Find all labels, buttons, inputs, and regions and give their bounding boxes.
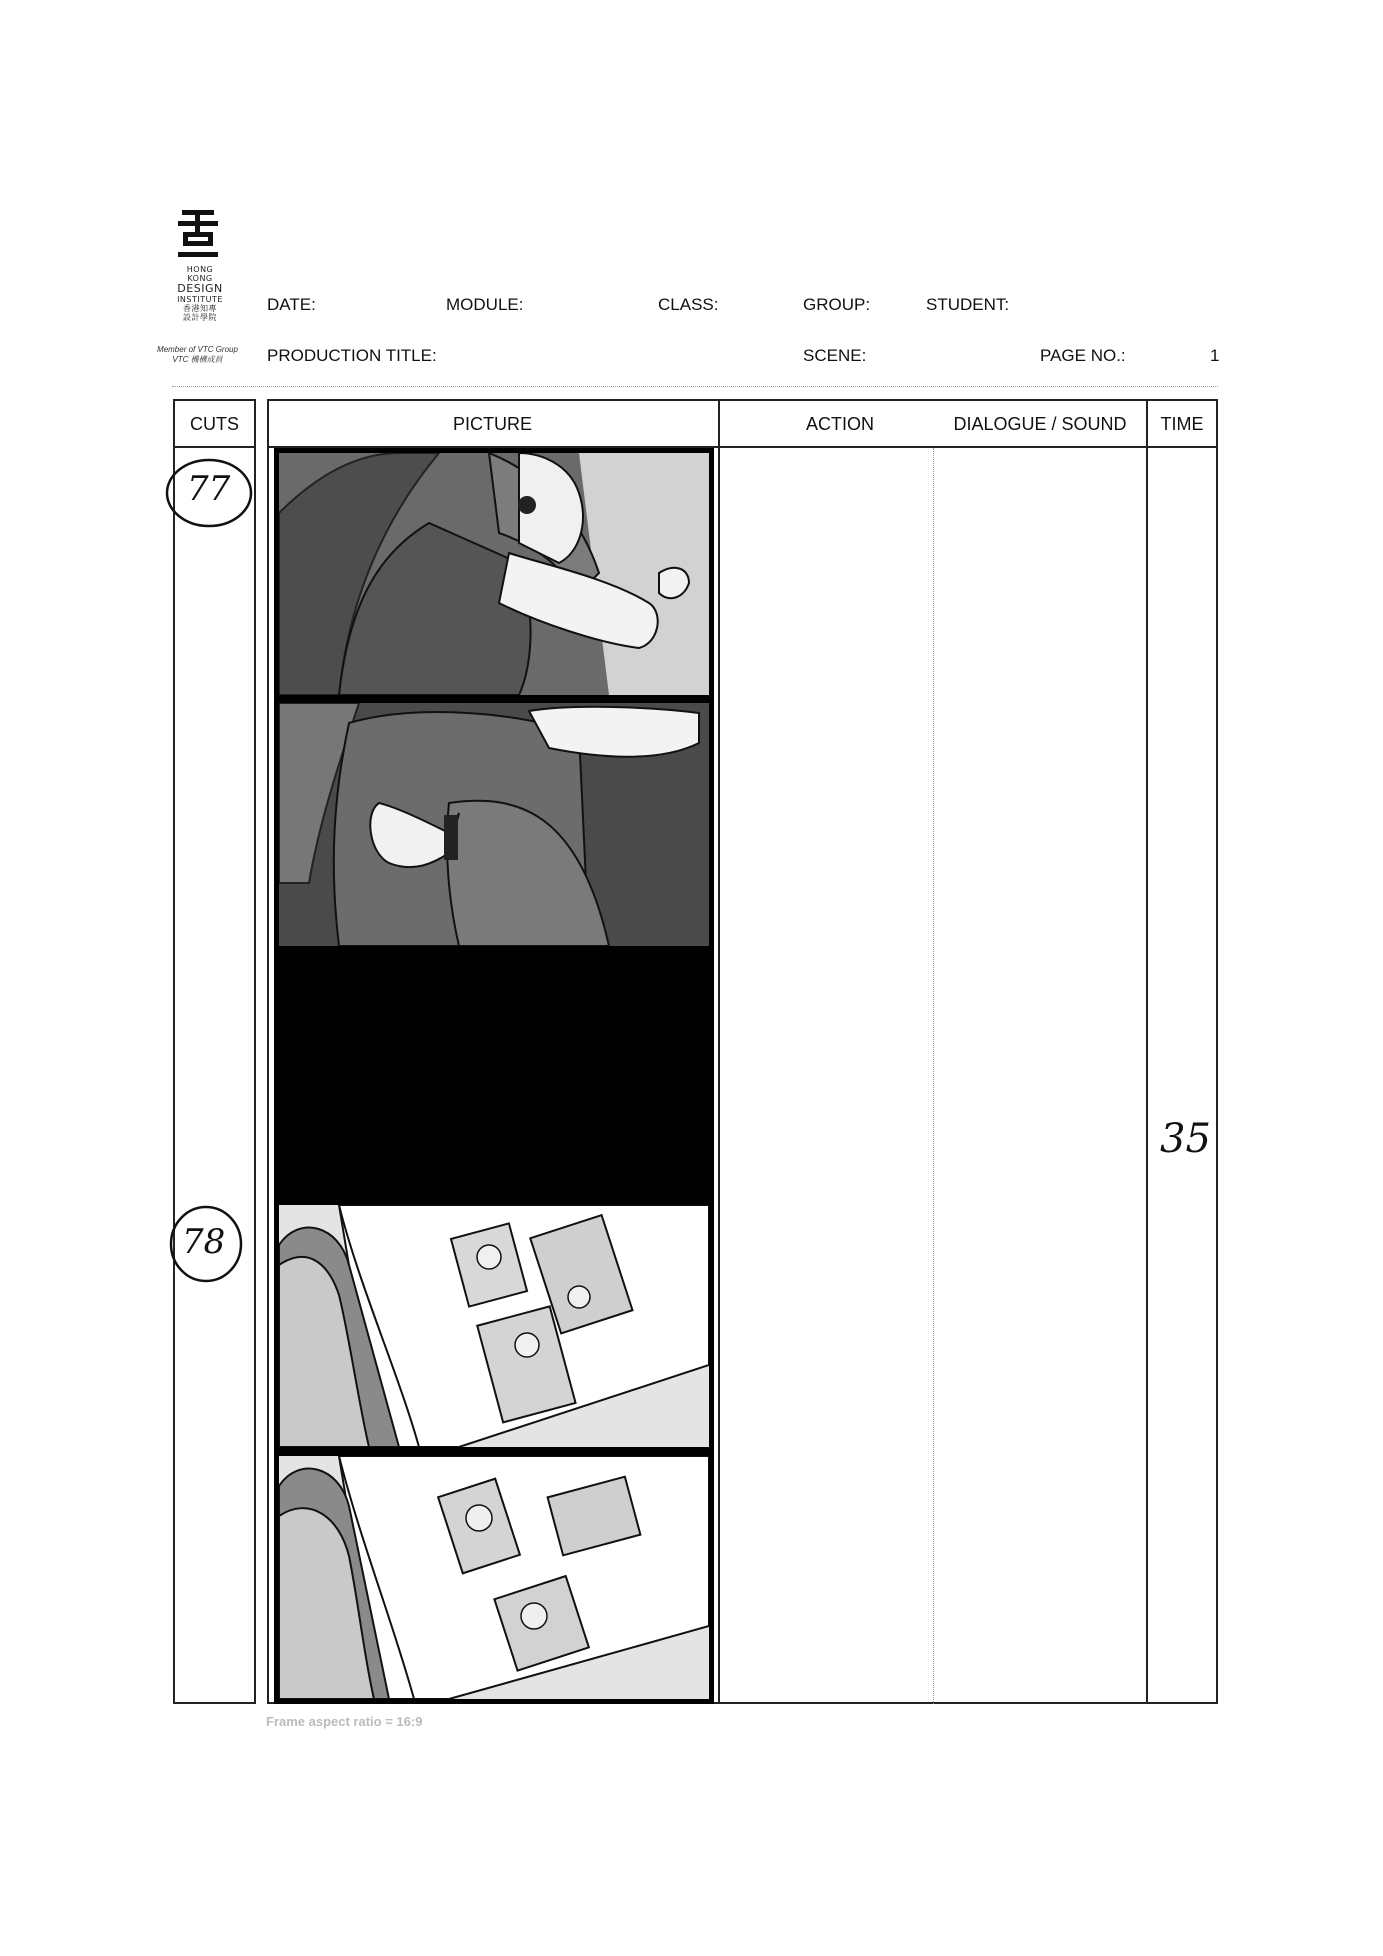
cuts-header-divider — [173, 446, 256, 448]
member-note — [150, 345, 245, 365]
date-label: DATE: — [267, 295, 316, 314]
frame-aspect-caption: Frame aspect ratio = 16:9 — [266, 1714, 423, 1729]
page-no-value: 1 — [1210, 346, 1220, 365]
time-value: 35 — [1160, 1116, 1211, 1162]
module-label: MODULE: — [446, 295, 524, 314]
cut-77-marker — [163, 455, 257, 530]
scene-label: SCENE: — [803, 346, 867, 365]
page-no-label: PAGE NO.: — [1040, 346, 1126, 365]
storyboard-panel-3 — [274, 951, 714, 1203]
logo-text-4: 香港知專 — [183, 304, 217, 313]
time-header: TIME — [1160, 414, 1204, 434]
cuts-header: CUTS — [190, 414, 239, 434]
hug-back-drawing — [279, 703, 709, 946]
picture-action-divider — [718, 399, 720, 1704]
dialogue-time-divider — [1146, 399, 1148, 1704]
group-label: GROUP: — [803, 295, 871, 314]
member-line-2: VTC 機構成員 — [172, 355, 223, 364]
photo-album-page2-drawing — [279, 1456, 709, 1699]
action-header: ACTION — [805, 414, 874, 434]
storyboard-panel-1 — [274, 448, 714, 700]
student-label: STUDENT: — [926, 295, 1010, 314]
action-dialogue-divider — [933, 448, 934, 1704]
member-line-1: Member of VTC Group — [157, 345, 238, 354]
cut-78-marker — [166, 1204, 246, 1284]
logo-text-3: INSTITUTE — [177, 295, 223, 304]
logo-text-1: HONG KONG — [186, 265, 214, 283]
storyboard-panel-2 — [274, 698, 714, 951]
logo-mark-icon — [175, 208, 225, 260]
institute-logo — [175, 208, 225, 322]
header-divider — [172, 386, 1218, 387]
cuts-column — [173, 399, 256, 1704]
cut-number-77: 77 — [187, 469, 231, 509]
hug-closeup-drawing — [279, 453, 709, 695]
photo-album-drawing — [279, 1205, 709, 1447]
logo-text-5: 設計學院 — [183, 313, 217, 322]
cut-number-78: 78 — [182, 1222, 226, 1262]
logo-text-2: DESIGN — [177, 282, 223, 295]
storyboard-panel-5 — [274, 1451, 714, 1704]
storyboard-panel-4 — [274, 1200, 714, 1452]
class-label: CLASS: — [658, 295, 719, 314]
picture-header: PICTURE — [452, 414, 532, 434]
dialogue-header: DIALOGUE / SOUND — [953, 414, 1127, 434]
production-title-label: PRODUCTION TITLE: — [267, 346, 437, 365]
